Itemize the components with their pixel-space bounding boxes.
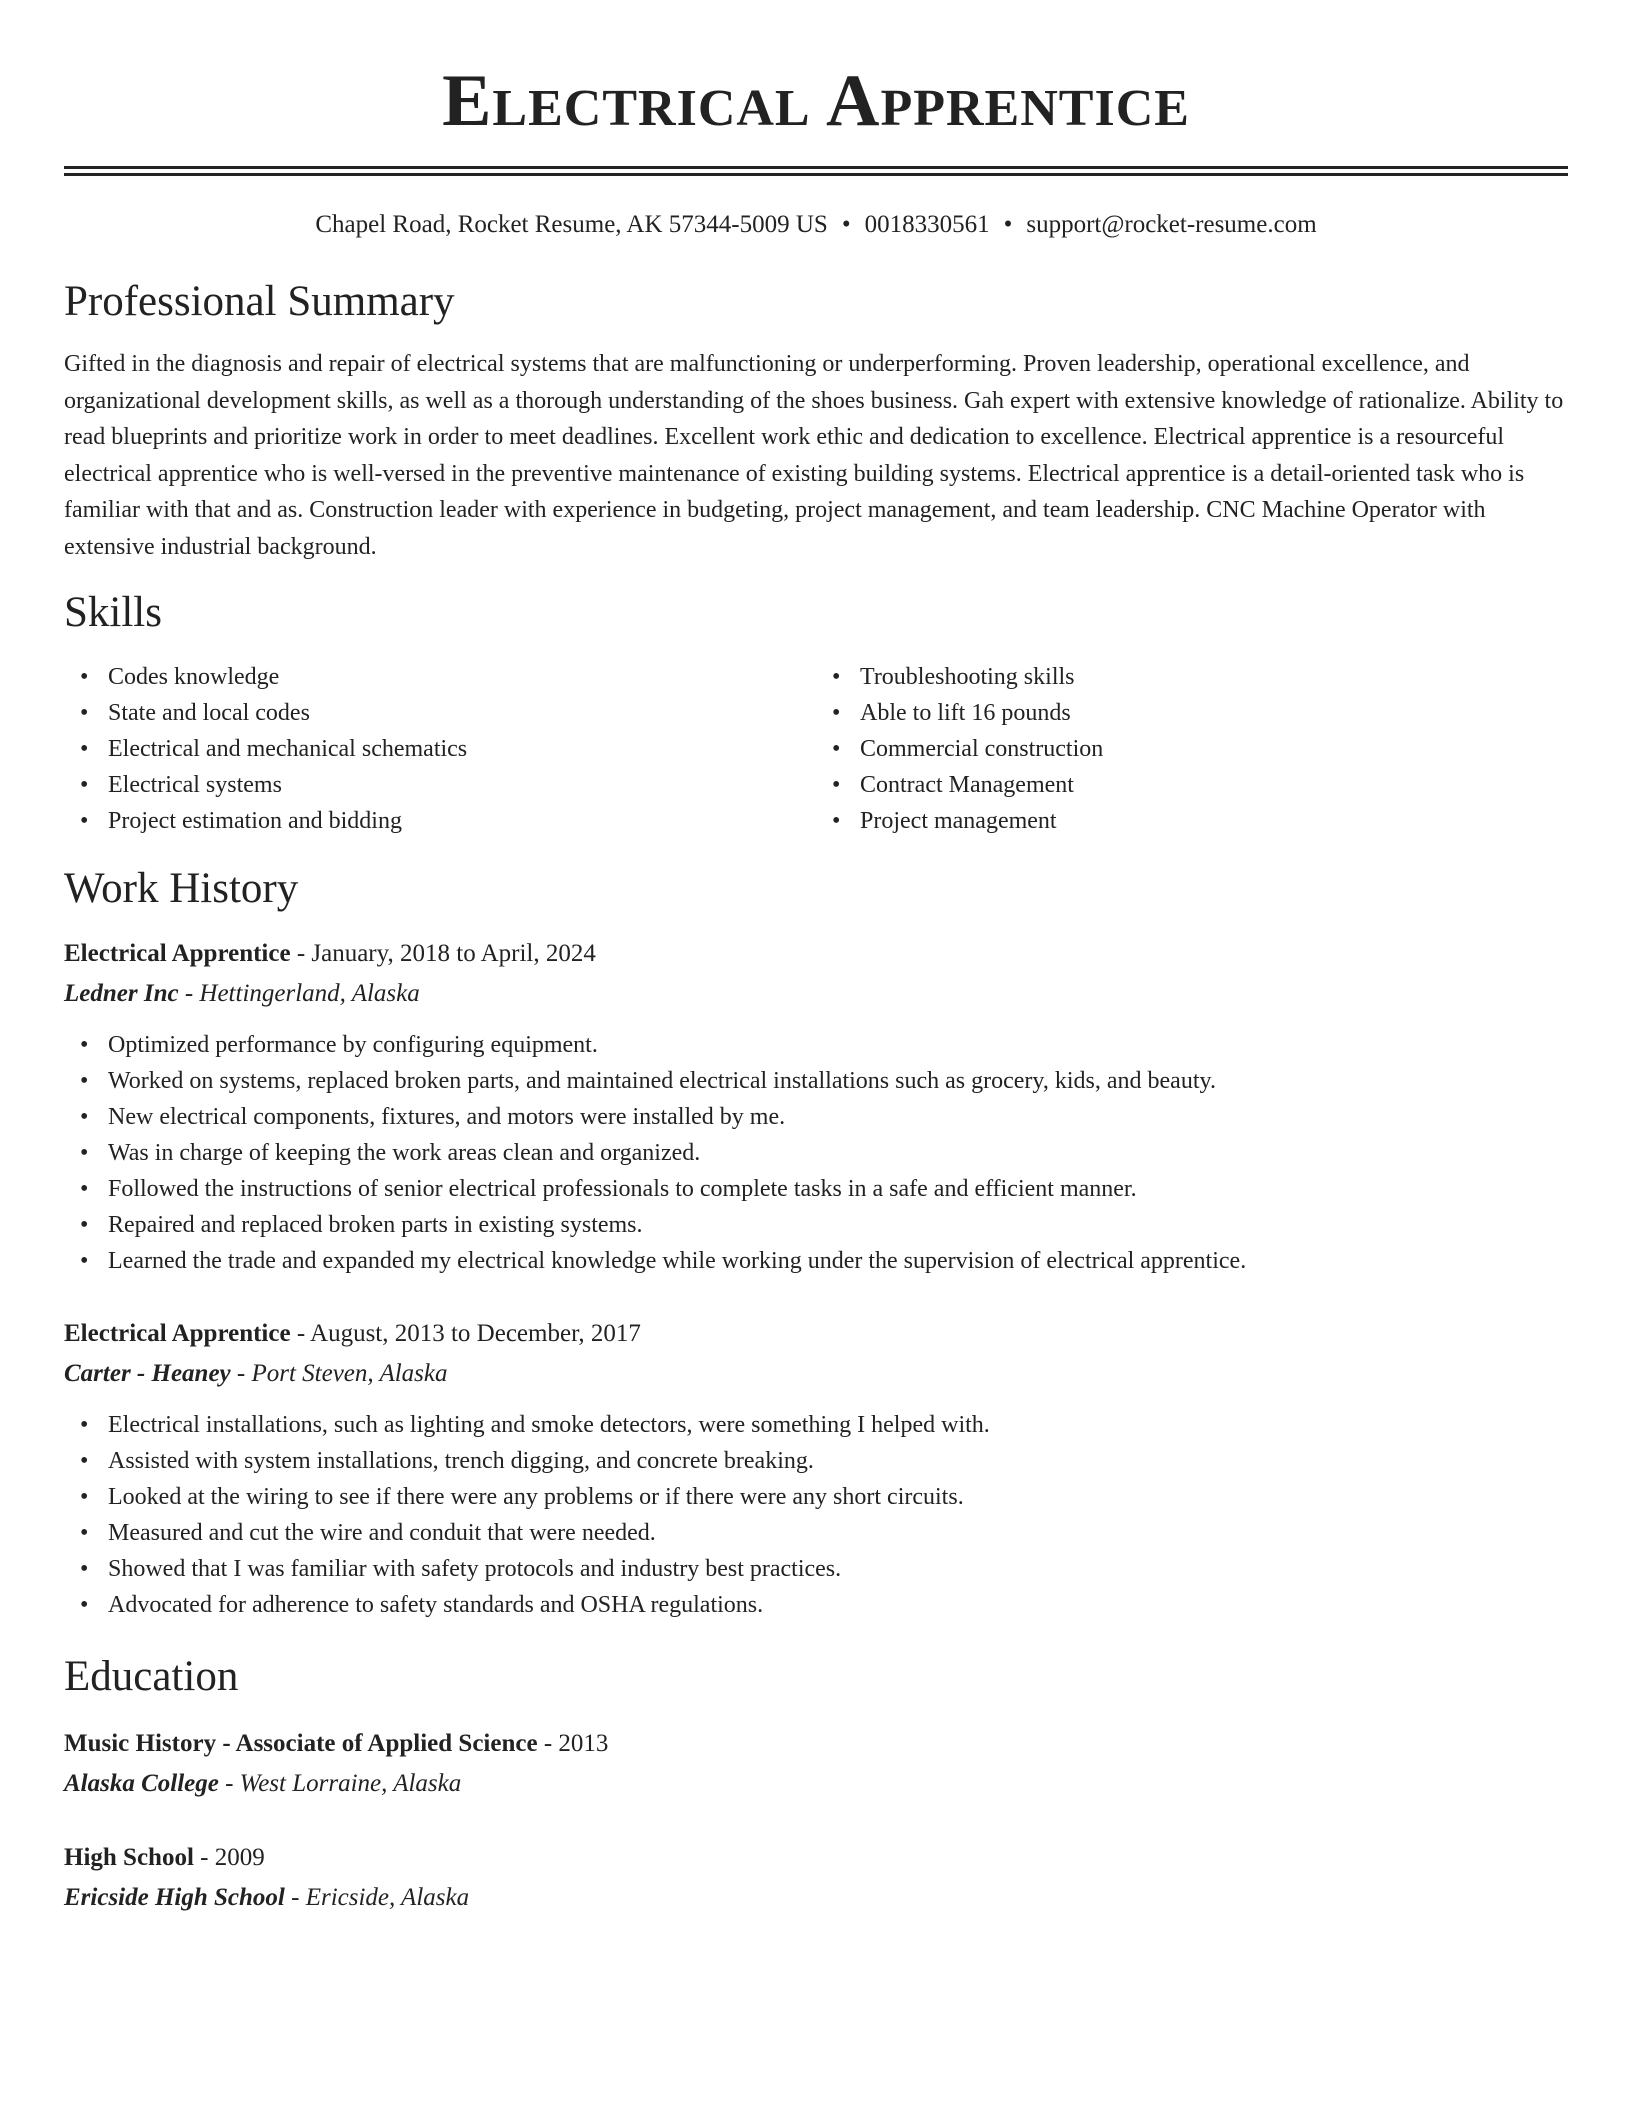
job-bullet: • Worked on systems, replaced broken parts, and maintained electrical installations such as grocery, kids, and beauty. xyxy=(108,1063,1568,1099)
job-bullet: • Repaired and replaced broken parts in existing systems. xyxy=(108,1207,1568,1243)
skill-item: • Project management xyxy=(860,803,1568,839)
job-bullet: • Learned the trade and expanded my electrical knowledge while working under the supervision of electrical apprentice. xyxy=(108,1243,1568,1279)
job-employer xyxy=(64,975,1568,1013)
job-location: - Hettingerland, Alaska xyxy=(178,980,420,1007)
skill-item: • Commercial construction xyxy=(860,731,1568,767)
section-title-summary: Professional Summary xyxy=(64,278,455,325)
education-year: - 2013 xyxy=(537,1730,609,1757)
contact-email: support@rocket-resume.com xyxy=(1026,211,1317,238)
skill-item: • Contract Management xyxy=(860,767,1568,803)
skill-item: • Electrical systems xyxy=(108,767,816,803)
job-location: - Port Steven, Alaska xyxy=(230,1360,448,1387)
skill-item: • State and local codes xyxy=(108,695,816,731)
education-degree: High School xyxy=(64,1844,194,1871)
education-school-line xyxy=(64,1765,1568,1803)
education-location: - Ericside, Alaska xyxy=(284,1884,470,1911)
education-heading xyxy=(64,1839,1568,1877)
contact-separator: • xyxy=(1003,211,1013,238)
job-bullet: • Advocated for adherence to safety standards and OSHA regulations. xyxy=(108,1587,1568,1623)
resume-name: Electrical Apprentice xyxy=(442,60,1190,142)
job-bullet: • Electrical installations, such as lighting and smoke detectors, were something I helped with. xyxy=(108,1407,1568,1443)
education-entry xyxy=(64,1725,1568,1803)
job-title: Electrical Apprentice xyxy=(64,940,291,967)
education-heading xyxy=(64,1725,1568,1763)
job-company: Carter - Heaney xyxy=(64,1360,231,1387)
education-location: - West Lorraine, Alaska xyxy=(218,1770,462,1797)
skills-list xyxy=(64,659,1568,839)
education-school: Ericside High School xyxy=(64,1884,285,1911)
job-bullet: • Was in charge of keeping the work areas clean and organized. xyxy=(108,1135,1568,1171)
contact-separator: • xyxy=(841,211,851,238)
section-title-skills: Skills xyxy=(64,589,162,636)
job-bullets xyxy=(64,1027,1568,1279)
education-school-line xyxy=(64,1879,1568,1917)
job-title: Electrical Apprentice xyxy=(64,1320,291,1347)
job-bullet: • Optimized performance by configuring equipment. xyxy=(108,1027,1568,1063)
education-year: - 2009 xyxy=(193,1844,265,1871)
job-bullet: • New electrical components, fixtures, and motors were installed by me. xyxy=(108,1099,1568,1135)
section-title-education: Education xyxy=(64,1653,239,1700)
education-entry xyxy=(64,1839,1568,1917)
job-bullet: • Showed that I was familiar with safety protocols and industry best practices. xyxy=(108,1551,1568,1587)
header-divider xyxy=(64,166,1568,176)
contact-phone: 0018330561 xyxy=(864,211,990,238)
job-bullet: • Followed the instructions of senior electrical professionals to complete tasks in a safe and efficient manner. xyxy=(108,1171,1568,1207)
job-heading xyxy=(64,935,1568,973)
contact-line xyxy=(64,209,1568,241)
job-dates: - August, 2013 to December, 2017 xyxy=(290,1320,641,1347)
section-title-work-history: Work History xyxy=(64,865,299,912)
contact-address: Chapel Road, Rocket Resume, AK 57344-5009 US xyxy=(315,211,828,238)
skill-item: • Codes knowledge xyxy=(108,659,816,695)
job-dates: - January, 2018 to April, 2024 xyxy=(290,940,596,967)
job-bullet: • Looked at the wiring to see if there were any problems or if there were any short circuits. xyxy=(108,1479,1568,1515)
skill-item: • Troubleshooting skills xyxy=(860,659,1568,695)
skill-item: • Project estimation and bidding xyxy=(108,803,816,839)
job-bullet: • Measured and cut the wire and conduit that were needed. xyxy=(108,1515,1568,1551)
job-entry xyxy=(64,935,1568,1279)
job-bullets xyxy=(64,1407,1568,1623)
education-degree: Music History - Associate of Applied Science xyxy=(64,1730,538,1757)
job-employer xyxy=(64,1355,1568,1393)
job-company: Ledner Inc xyxy=(64,980,179,1007)
skill-item: • Able to lift 16 pounds xyxy=(860,695,1568,731)
job-bullet: • Assisted with system installations, trench digging, and concrete breaking. xyxy=(108,1443,1568,1479)
skills-column-left xyxy=(64,659,816,839)
summary-text: Gifted in the diagnosis and repair of electrical systems that are malfunctioning or underperforming. Proven leadership, operational excellence, and organizational development skills, as well as a thorough understanding of the shoes business. Gah expert with extensive knowledge of rationalize. Ability to read blueprints and prioritize work in order to meet deadlines. Excellent work ethic and dedication to excellence. Electrical apprentice is a resourceful electrical apprentice who is well-versed in the preventive maintenance of existing building systems. Electrical apprentice is a detail-oriented task who is familiar with that and as. Construction leader with experience in budgeting, project management, and team leadership. CNC Machine Operator with extensive industrial background. xyxy=(64,351,1564,560)
skill-item: • Electrical and mechanical schematics xyxy=(108,731,816,767)
job-entry xyxy=(64,1315,1568,1623)
job-heading xyxy=(64,1315,1568,1353)
education-school: Alaska College xyxy=(64,1770,219,1797)
skills-column-right xyxy=(816,659,1568,839)
